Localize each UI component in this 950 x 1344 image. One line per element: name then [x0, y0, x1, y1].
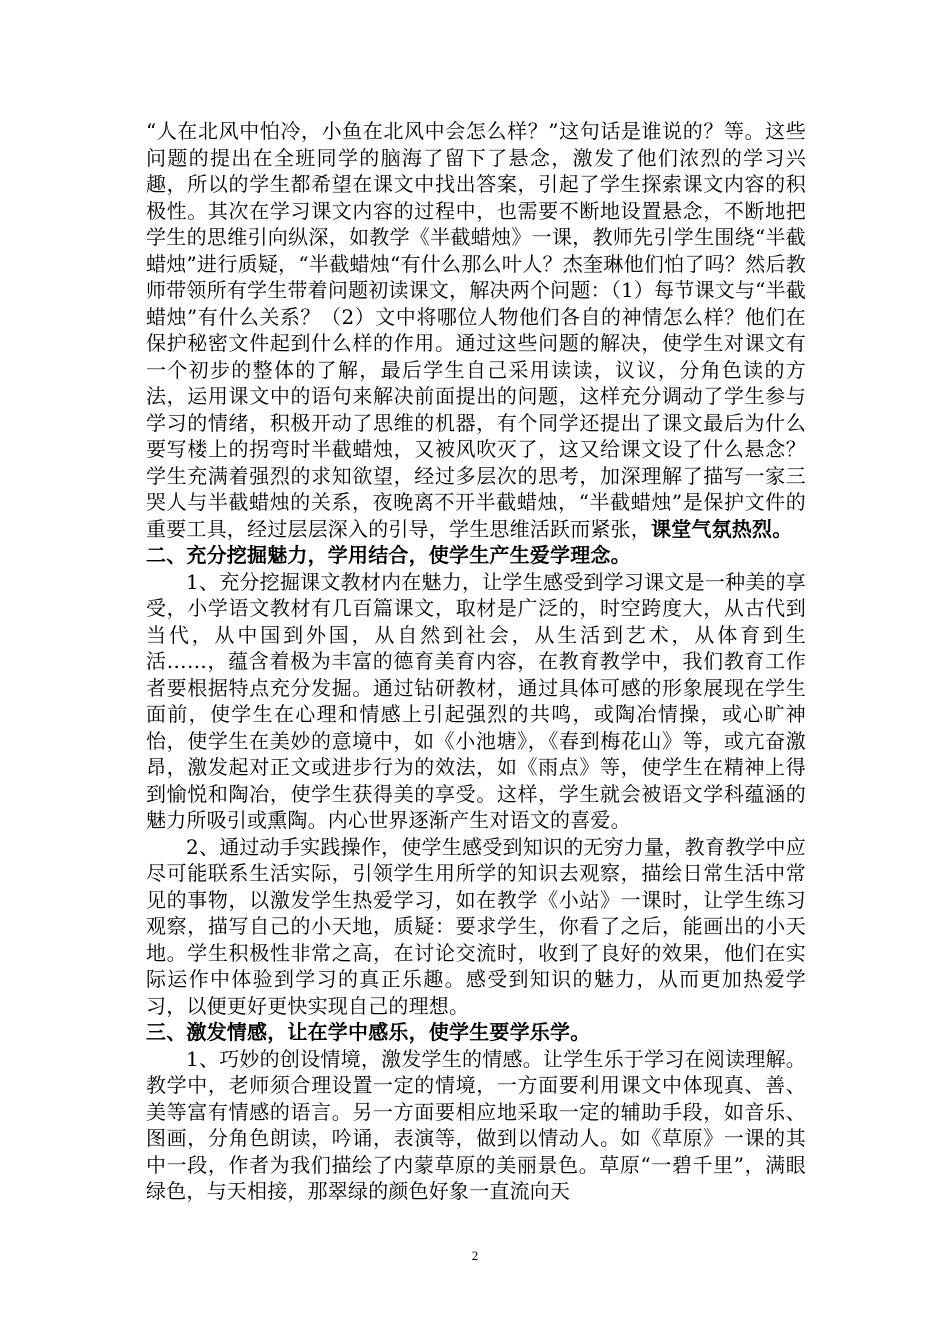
document-body [146, 118, 806, 1205]
page-number: 2 [471, 1248, 479, 1263]
section-heading-3: 三、激发情感，让在学中感乐，使学生要学乐学。 [146, 1020, 591, 1044]
paragraph-suspense-bold-tail: 课堂气氛热烈。 [651, 516, 793, 541]
section-heading-2: 二、充分挖掘魅力，学用结合，使学生产生爱学理念。 [146, 543, 631, 567]
paragraph-suspense [146, 118, 806, 542]
paragraph-suspense-text: “人在北风中怕冷，小鱼在北风中会怎么样？”这句话是谁说的？等。这些问题的提出在全班同学的脑海了留下了悬念，激发了他们浓烈的学习兴趣，所以的学生都希望在课文中找出答案，引起了学生探索课文内容的积极性。其次在学习课文内容的过程中，也需要不断地设置悬念，不断地把学生的思维引向纵深，如教学《半截蜡烛》一课，教师先引学生围绕“半截蜡烛”进行质疑，“半截蜡烛“有什么那么叶人？杰奎琳他们怕了吗？然后教师带领所有学生带着问题初读课文，解决两个问题：（1）每节课文与“半截蜡烛”有什么关系？（2）文中将哪位人物他们各自的神情怎么样？他们在保护秘密文件起到什么样的作用。通过这些问题的解决，使学生对课文有一个初步的整体的了解，最后学生自己采用读读，议议，分角色读的方法，运用课文中的语句来解决前面提出的问题，这样充分调动了学生参与学习的情绪，积极开动了思维的机器，有个同学还提出了课文最后为什么要写楼上的拐弯时半截蜡烛，又被风吹灭了，这又给课文设了什么悬念？学生充满着强烈的求知欲望，经过多层次的思考，加深理解了描写一家三哭人与半截蜡烛的关系，夜晚离不开半截蜡烛，“半截蜡烛”是保护文件的重要工具，经过层层深入的引导，学生思维活跃而紧张， [146, 119, 806, 541]
paragraph-charm: 1、充分挖掘课文教材内在魅力，让学生感受到学习课文是一种美的享受，小学语文教材有几百篇课文，取材是广泛的，时空跨度大，从古代到当代，从中国到外国，从自然到社会，从生活到艺术，从体育到生活……，蕴含着极为丰富的德育美育内容，在教育教学中，我们教育工作者要根据特点充分发掘。通过钻研教材，通过具体可感的形象展现在学生面前，使学生在心理和情感上引起强烈的共鸣，或陶冶情操，或心旷神怡，使学生在美妙的意境中，如《小池塘》，《春到梅花山》等，或亢奋激昂，激发起对正文或进步行为的效法，如《雨点》等，使学生在精神上得到愉悦和陶冶，使学生获得美的享受。这样，学生就会被语文学科蕴涵的魅力所吸引或熏陶。内心世界逐渐产生对语文的喜爱。 [146, 569, 806, 832]
paragraph-practice: 2、通过动手实践操作，使学生感受到知识的无穷力量，教育教学中应尽可能联系生活实际，引领学生用所学的知识去观察，描绘日常生活中常见的事物，以激发学生热爱学习，如在教学《小站》一课时，让学生练习观察，描写自己的小天地，质疑：要求学生，你看了之后，能画出的小天地。学生积极性非常之高，在讨论交流时，收到了良好的效果，他们在实际运作中体验到学习的真正乐趣。感受到知识的魅力，从而更加热爱学习，以便更好更快实现自己的理想。 [146, 834, 806, 1018]
paragraph-emotion: 1、巧妙的创设情境，激发学生的情感。让学生乐于学习在阅读理解。教学中，老师须合理设置一定的情境，一方面要利用课文中体现真、善、美等富有情感的语言。另一方面要相应地采取一定的辅助手段，如音乐、图画，分角色朗读，吟诵，表演等，做到以情动人。如《草原》一课的其中一段，作者为我们描绘了内蒙草原的美丽景色。草原“一碧千里”，满眼绿色，与天相接，那翠绿的颜色好象一直流向天 [146, 1046, 806, 1203]
